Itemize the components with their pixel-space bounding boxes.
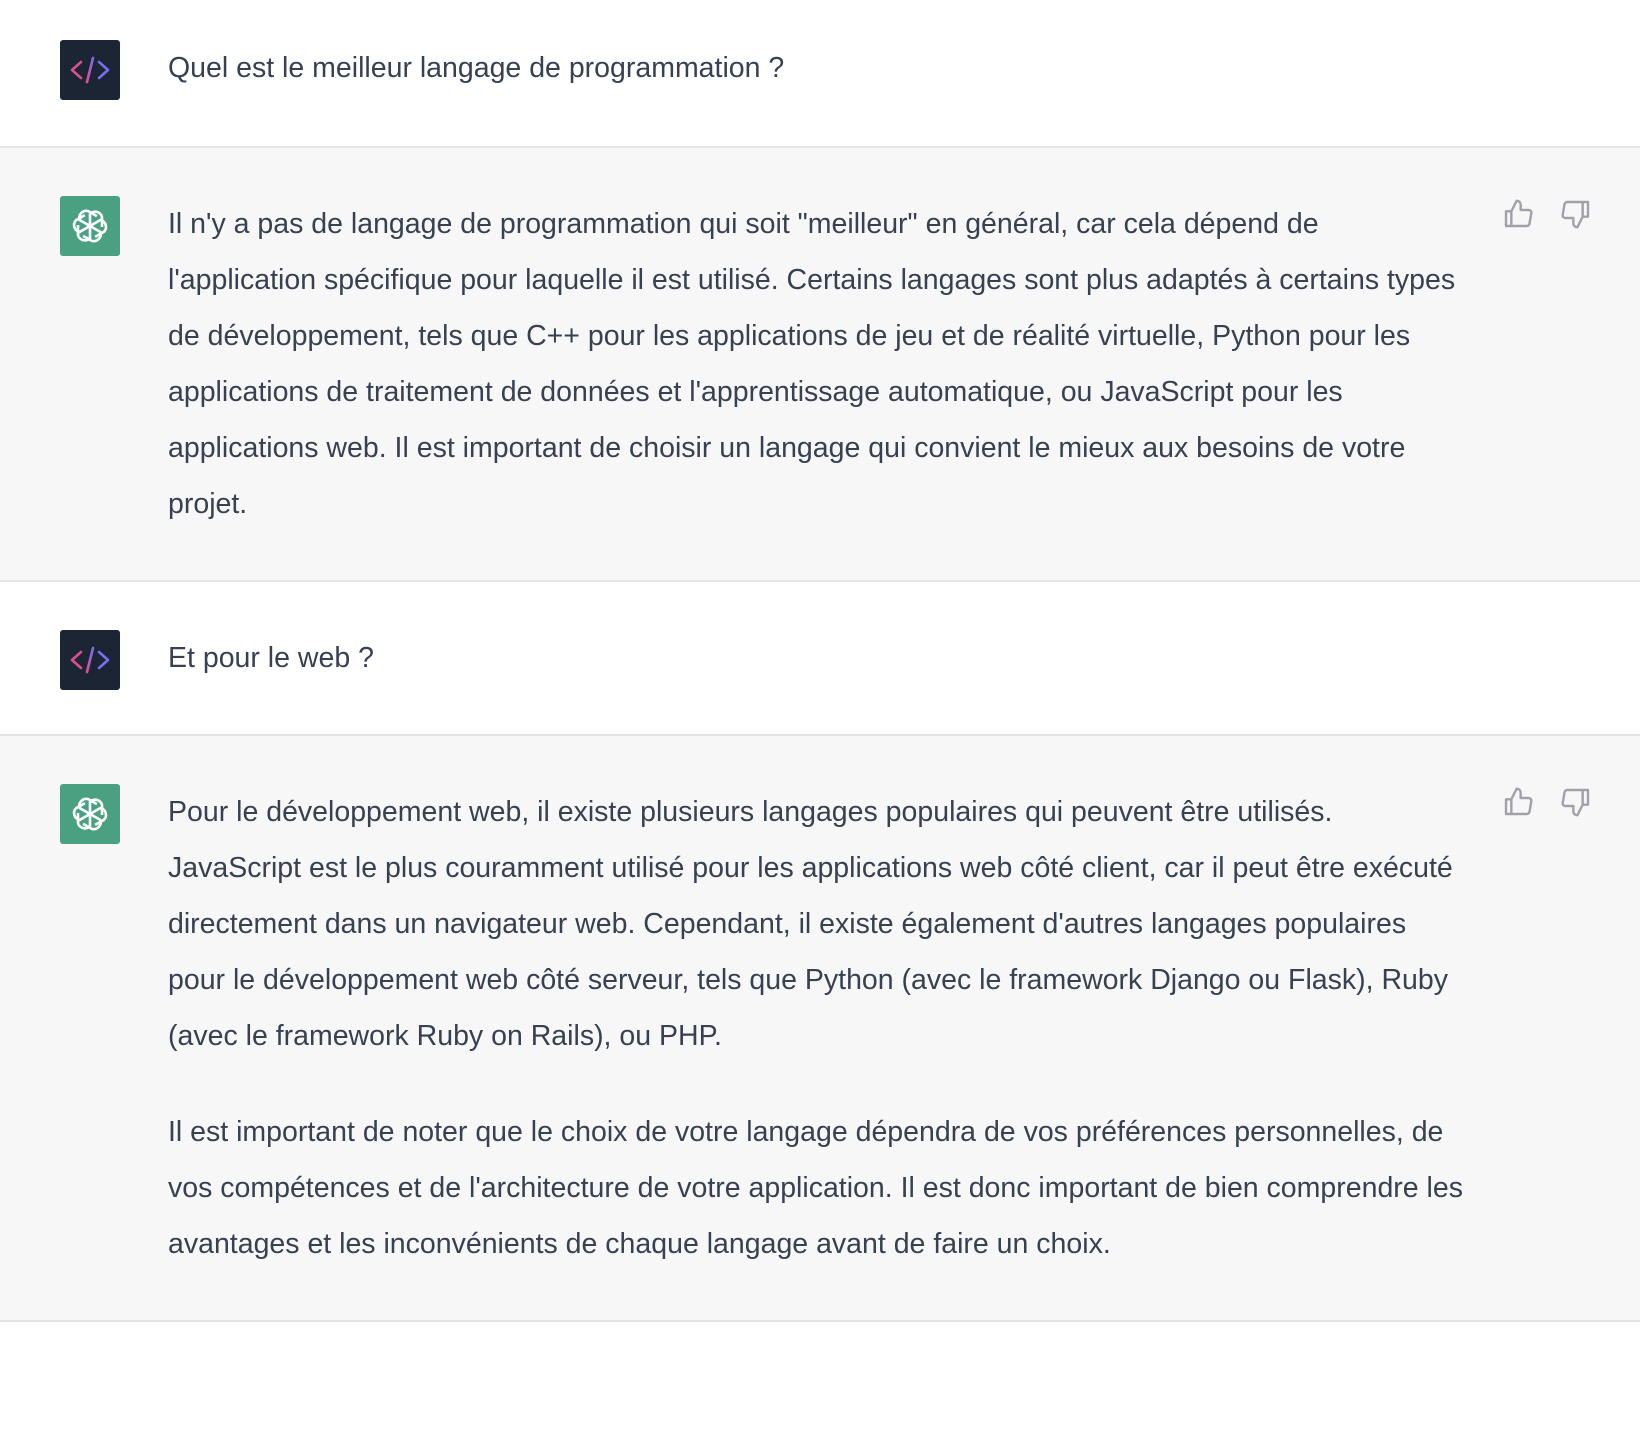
message-paragraph: Il n'y a pas de langage de programmation qui soit "meilleur" en général, car cela dépend de l'application spécifique pour laquelle il est utilisé. Certains langages sont plus adaptés à certains types de développement, tels que C++ pour les applications de jeu et de réalité virtuelle, Python pour les applications de traitement de données et l'apprentissage automatique, ou JavaScript pour les applications web. Il est important de choisir un langage qui convient le mieux aux besoins de votre projet. — [168, 208, 1456, 520]
message-content — [168, 40, 1468, 96]
assistant-message — [0, 736, 1640, 1322]
user-message — [0, 582, 1640, 736]
message-paragraph: Il est important de noter que le choix de votre langage dépendra de vos préférences personnelles, de vos compétences et de l'architecture de votre application. Il est donc important de bien comprendre les avantages et les inconvénients de chaque langage avant de faire un choix. — [168, 1116, 1463, 1260]
message-paragraph: Et pour le web ? — [168, 642, 374, 674]
thumbs-up-icon[interactable] — [1502, 198, 1534, 230]
user-avatar — [60, 630, 120, 690]
code-brackets-icon — [67, 53, 113, 87]
message-content — [168, 784, 1468, 1272]
message-content — [168, 630, 1468, 686]
openai-logo-icon — [69, 793, 111, 835]
thumbs-down-icon[interactable] — [1560, 786, 1592, 818]
message-content — [168, 196, 1468, 532]
feedback-buttons — [1502, 198, 1592, 230]
thumbs-up-icon[interactable] — [1502, 786, 1534, 818]
thumbs-down-icon[interactable] — [1560, 198, 1592, 230]
openai-logo-icon — [69, 205, 111, 247]
message-paragraph: Pour le développement web, il existe plusieurs langages populaires qui peuvent être utilisés. JavaScript est le plus couramment utilisé pour les applications web côté client, car il peut être exécuté directement dans un navigateur web. Cependant, il existe également d'autres langages populaires pour le développement web côté serveur, tels que Python (avec le framework Django ou Flask), Ruby (avec le framework Ruby on Rails), ou PHP. — [168, 796, 1453, 1052]
feedback-buttons — [1502, 786, 1592, 818]
assistant-message — [0, 148, 1640, 582]
message-paragraph: Quel est le meilleur langage de programmation ? — [168, 52, 785, 84]
assistant-avatar — [60, 784, 120, 844]
assistant-avatar — [60, 196, 120, 256]
user-avatar — [60, 40, 120, 100]
user-message — [0, 0, 1640, 148]
code-brackets-icon — [67, 643, 113, 677]
